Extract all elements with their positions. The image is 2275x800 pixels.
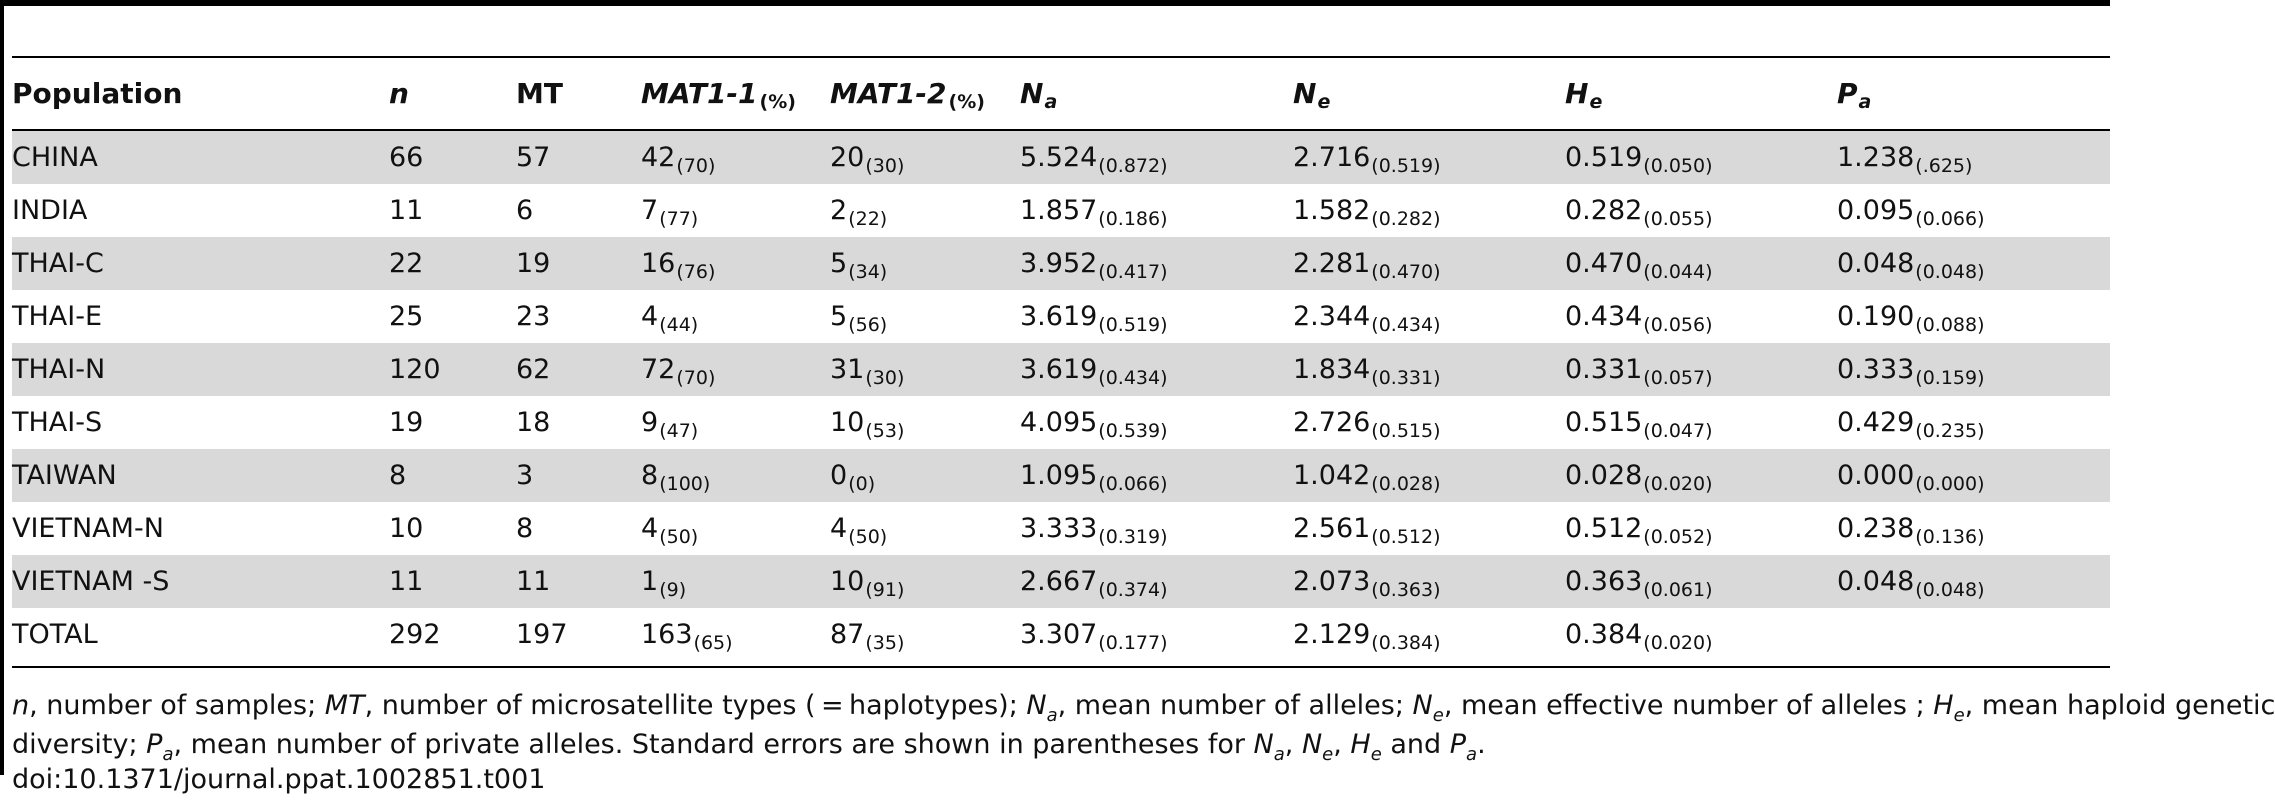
cell-mat1-1-parenthetical: (70) bbox=[676, 366, 716, 389]
cell-he-value: 0.470 bbox=[1565, 248, 1643, 279]
cell-population bbox=[12, 396, 102, 449]
cell-pa bbox=[1837, 237, 1985, 290]
cell-population bbox=[12, 290, 102, 343]
cell-na-value: 3.619 bbox=[1020, 301, 1098, 332]
header-mat1-2: MAT1-2 (%) bbox=[830, 77, 985, 113]
footnote-pa: P bbox=[146, 729, 163, 760]
cell-mat1-1 bbox=[641, 502, 698, 555]
cell-mat1-1-value: 16 bbox=[641, 248, 676, 279]
cell-n-value: 11 bbox=[389, 566, 424, 597]
footnote-he: H bbox=[1933, 690, 1954, 721]
table-row bbox=[12, 502, 2110, 555]
cell-ne bbox=[1293, 343, 1441, 396]
cell-pa-parenthetical: (0.088) bbox=[1915, 313, 1985, 336]
cell-na bbox=[1020, 502, 1168, 555]
cell-he-value: 0.512 bbox=[1565, 513, 1643, 544]
footnote-sub: e bbox=[1432, 705, 1444, 726]
cell-population bbox=[12, 343, 105, 396]
cell-pa-parenthetical: (0.066) bbox=[1915, 207, 1985, 230]
cell-ne-parenthetical: (0.282) bbox=[1371, 207, 1441, 230]
cell-mt bbox=[516, 131, 550, 184]
cell-mt-value: 19 bbox=[516, 248, 551, 279]
cell-na bbox=[1020, 131, 1168, 184]
cell-mat1-1-value: 4 bbox=[641, 301, 659, 332]
cell-population-value: VIETNAM -S bbox=[12, 566, 170, 597]
cell-he bbox=[1565, 396, 1713, 449]
cell-mt bbox=[516, 608, 568, 661]
cell-n-value: 66 bbox=[389, 142, 424, 173]
cell-he-value: 0.363 bbox=[1565, 566, 1643, 597]
cell-ne bbox=[1293, 608, 1441, 661]
cell-he bbox=[1565, 502, 1713, 555]
cell-n bbox=[389, 608, 441, 661]
cell-na-parenthetical: (0.519) bbox=[1098, 313, 1168, 336]
cell-mat1-2 bbox=[830, 396, 904, 449]
cell-population bbox=[12, 502, 164, 555]
cell-mat1-1-parenthetical: (9) bbox=[659, 578, 687, 601]
cell-mat1-2 bbox=[830, 290, 887, 343]
cell-mt bbox=[516, 502, 533, 555]
cell-na bbox=[1020, 290, 1168, 343]
cell-he-parenthetical: (0.052) bbox=[1643, 525, 1713, 548]
cell-he bbox=[1565, 608, 1713, 661]
cell-he bbox=[1565, 290, 1713, 343]
cell-na-value: 3.333 bbox=[1020, 513, 1098, 544]
footnote-text: , mean effective number of alleles ; bbox=[1443, 690, 1934, 721]
cell-he-value: 0.028 bbox=[1565, 460, 1643, 491]
cell-n bbox=[389, 131, 423, 184]
cell-ne bbox=[1293, 131, 1441, 184]
header-population: Population bbox=[12, 77, 183, 110]
cell-he bbox=[1565, 184, 1713, 237]
cell-n bbox=[389, 343, 441, 396]
cell-mat1-2 bbox=[830, 343, 904, 396]
cell-he-value: 0.384 bbox=[1565, 619, 1643, 650]
cell-mt-value: 57 bbox=[516, 142, 551, 173]
cell-pa-value: 1.238 bbox=[1837, 142, 1915, 173]
cell-mat1-1-parenthetical: (65) bbox=[693, 631, 733, 654]
cell-he-parenthetical: (0.057) bbox=[1643, 366, 1713, 389]
footnote-text: . bbox=[1477, 729, 1486, 760]
cell-na-value: 4.095 bbox=[1020, 407, 1098, 438]
cell-mat1-1 bbox=[641, 237, 715, 290]
cell-pa bbox=[1837, 131, 1972, 184]
cell-ne bbox=[1293, 396, 1441, 449]
cell-ne-parenthetical: (0.470) bbox=[1371, 260, 1441, 283]
cell-population-value: THAI-E bbox=[12, 301, 103, 332]
cell-ne-parenthetical: (0.519) bbox=[1371, 154, 1441, 177]
table-row bbox=[12, 131, 2110, 184]
table-header-row bbox=[12, 58, 2110, 129]
cell-na bbox=[1020, 184, 1168, 237]
header-n: n bbox=[389, 77, 409, 110]
cell-pa-parenthetical: (.625) bbox=[1915, 154, 1973, 177]
cell-population bbox=[12, 131, 98, 184]
cell-n-value: 22 bbox=[389, 248, 424, 279]
cell-mt bbox=[516, 449, 533, 502]
cell-mat1-1-value: 163 bbox=[641, 619, 693, 650]
cell-mat1-2-value: 87 bbox=[830, 619, 865, 650]
cell-population bbox=[12, 555, 169, 608]
cell-ne-parenthetical: (0.331) bbox=[1371, 366, 1441, 389]
cell-pa-value: 0.333 bbox=[1837, 354, 1915, 385]
cell-mat1-1 bbox=[641, 396, 698, 449]
cell-mat1-1-parenthetical: (47) bbox=[659, 419, 699, 442]
table-row bbox=[12, 290, 2110, 343]
cell-mat1-2-value: 10 bbox=[830, 566, 865, 597]
cell-mat1-2-value: 10 bbox=[830, 407, 865, 438]
header-na: N a bbox=[1020, 77, 1058, 113]
footnote-text: , mean haploid genetic bbox=[1964, 690, 2275, 721]
cell-mt bbox=[516, 237, 550, 290]
cell-mat1-1-parenthetical: (50) bbox=[659, 525, 699, 548]
cell-he-value: 0.434 bbox=[1565, 301, 1643, 332]
cell-na-parenthetical: (0.872) bbox=[1098, 154, 1168, 177]
cell-na bbox=[1020, 237, 1168, 290]
cell-pa-value: 0.048 bbox=[1837, 248, 1915, 279]
cell-pa-value: 0.095 bbox=[1837, 195, 1915, 226]
cell-ne-value: 2.129 bbox=[1293, 619, 1371, 650]
cell-mt-value: 18 bbox=[516, 407, 551, 438]
cell-mat1-1-value: 42 bbox=[641, 142, 676, 173]
cell-pa bbox=[1837, 343, 1985, 396]
cell-n-value: 10 bbox=[389, 513, 424, 544]
cell-mt bbox=[516, 396, 550, 449]
cell-mat1-2 bbox=[830, 184, 887, 237]
footnote-he: H bbox=[1350, 729, 1371, 760]
cell-mat1-1 bbox=[641, 449, 710, 502]
cell-ne-value: 2.281 bbox=[1293, 248, 1371, 279]
cell-mat1-2-value: 2 bbox=[830, 195, 848, 226]
cell-ne-value: 2.344 bbox=[1293, 301, 1371, 332]
cell-mat1-2-parenthetical: (50) bbox=[848, 525, 888, 548]
cell-n-value: 120 bbox=[389, 354, 441, 385]
cell-mat1-1-value: 7 bbox=[641, 195, 659, 226]
cell-mat1-2-parenthetical: (56) bbox=[848, 313, 888, 336]
cell-he-value: 0.331 bbox=[1565, 354, 1643, 385]
cell-ne-parenthetical: (0.028) bbox=[1371, 472, 1441, 495]
cell-mt-value: 62 bbox=[516, 354, 551, 385]
table-row bbox=[12, 184, 2110, 237]
cell-ne-value: 2.073 bbox=[1293, 566, 1371, 597]
cell-pa-parenthetical: (0.000) bbox=[1915, 472, 1985, 495]
cell-mat1-1-parenthetical: (70) bbox=[676, 154, 716, 177]
cell-he-parenthetical: (0.047) bbox=[1643, 419, 1713, 442]
cell-mat1-2 bbox=[830, 608, 904, 661]
cell-pa-parenthetical: (0.159) bbox=[1915, 366, 1985, 389]
cell-na-parenthetical: (0.066) bbox=[1098, 472, 1168, 495]
footnote-ne: N bbox=[1301, 729, 1323, 760]
footnote-text: , number of microsatellite types ( = haplotypes); bbox=[364, 690, 1027, 721]
cell-pa-value: 0.190 bbox=[1837, 301, 1915, 332]
cell-n bbox=[389, 449, 406, 502]
cell-mt bbox=[516, 555, 550, 608]
footnote-mt: MT bbox=[324, 690, 365, 721]
cell-mat1-2 bbox=[830, 502, 887, 555]
cell-mat1-2-value: 5 bbox=[830, 248, 848, 279]
footnote-text: , number of samples; bbox=[29, 690, 325, 721]
cell-ne-parenthetical: (0.384) bbox=[1371, 631, 1441, 654]
cell-he-parenthetical: (0.061) bbox=[1643, 578, 1713, 601]
cell-mat1-2-value: 31 bbox=[830, 354, 865, 385]
footnote-text: , mean number of alleles; bbox=[1057, 690, 1413, 721]
cell-na-parenthetical: (0.417) bbox=[1098, 260, 1168, 283]
cell-population-value: INDIA bbox=[12, 195, 88, 226]
left-border bbox=[0, 0, 4, 775]
cell-he-value: 0.519 bbox=[1565, 142, 1643, 173]
cell-mt-value: 8 bbox=[516, 513, 534, 544]
table-row bbox=[12, 396, 2110, 449]
cell-population-value: TAIWAN bbox=[12, 460, 117, 491]
cell-mt bbox=[516, 290, 550, 343]
cell-na-value: 1.857 bbox=[1020, 195, 1098, 226]
cell-mat1-1-parenthetical: (77) bbox=[659, 207, 699, 230]
cell-he-parenthetical: (0.055) bbox=[1643, 207, 1713, 230]
cell-na-parenthetical: (0.539) bbox=[1098, 419, 1168, 442]
cell-ne-value: 2.561 bbox=[1293, 513, 1371, 544]
cell-mat1-2-value: 0 bbox=[830, 460, 848, 491]
cell-mat1-1 bbox=[641, 608, 733, 661]
header-ne: N e bbox=[1293, 77, 1331, 113]
cell-mat1-1-parenthetical: (100) bbox=[659, 472, 711, 495]
cell-n-value: 25 bbox=[389, 301, 424, 332]
cell-pa bbox=[1837, 608, 1838, 661]
cell-na-value: 3.619 bbox=[1020, 354, 1098, 385]
footnote-text: , mean number of private alleles. Standard errors are shown in parentheses for bbox=[173, 729, 1254, 760]
cell-ne-parenthetical: (0.363) bbox=[1371, 578, 1441, 601]
cell-pa-parenthetical: (0.136) bbox=[1915, 525, 1985, 548]
cell-ne-parenthetical: (0.512) bbox=[1371, 525, 1441, 548]
cell-ne-parenthetical: (0.515) bbox=[1371, 419, 1441, 442]
cell-he bbox=[1565, 237, 1713, 290]
cell-na bbox=[1020, 396, 1168, 449]
cell-mat1-1 bbox=[641, 290, 698, 343]
table-row bbox=[12, 555, 2110, 608]
cell-na-parenthetical: (0.177) bbox=[1098, 631, 1168, 654]
table-row bbox=[12, 608, 2110, 661]
footnote-ne: N bbox=[1412, 690, 1433, 721]
cell-population-value: TOTAL bbox=[12, 619, 98, 650]
cell-mat1-1-parenthetical: (76) bbox=[676, 260, 716, 283]
footnote-n: n bbox=[12, 690, 30, 721]
table-bottom-rule bbox=[12, 666, 2110, 668]
cell-na bbox=[1020, 555, 1168, 608]
cell-na-value: 3.952 bbox=[1020, 248, 1098, 279]
footnote-na: N bbox=[1026, 690, 1047, 721]
header-mat1-1: MAT1-1 (%) bbox=[641, 77, 796, 113]
cell-n bbox=[389, 396, 423, 449]
footnote-text: , bbox=[1333, 729, 1351, 760]
cell-he bbox=[1565, 555, 1713, 608]
cell-mt bbox=[516, 184, 533, 237]
cell-population bbox=[12, 449, 117, 502]
cell-na bbox=[1020, 449, 1168, 502]
cell-n bbox=[389, 184, 423, 237]
cell-na-parenthetical: (0.434) bbox=[1098, 366, 1168, 389]
cell-mat1-1-parenthetical: (44) bbox=[659, 313, 699, 336]
cell-he-parenthetical: (0.044) bbox=[1643, 260, 1713, 283]
header-pa: P a bbox=[1837, 77, 1872, 113]
cell-na-value: 2.667 bbox=[1020, 566, 1098, 597]
cell-ne-value: 1.834 bbox=[1293, 354, 1371, 385]
cell-mat1-1 bbox=[641, 343, 715, 396]
cell-population-value: THAI-S bbox=[12, 407, 103, 438]
cell-pa bbox=[1837, 290, 1985, 343]
footnote-sub: a bbox=[1273, 744, 1285, 765]
cell-na-parenthetical: (0.319) bbox=[1098, 525, 1168, 548]
cell-mt-value: 11 bbox=[516, 566, 551, 597]
footnote-pa: P bbox=[1449, 729, 1467, 760]
cell-mt-value: 23 bbox=[516, 301, 551, 332]
cell-n-value: 19 bbox=[389, 407, 424, 438]
cell-mat1-2-parenthetical: (0) bbox=[848, 472, 876, 495]
cell-population-value: CHINA bbox=[12, 142, 98, 173]
cell-mt bbox=[516, 343, 550, 396]
cell-population-value: VIETNAM-N bbox=[12, 513, 164, 544]
footnote-sub: e bbox=[1370, 744, 1382, 765]
cell-he-parenthetical: (0.050) bbox=[1643, 154, 1713, 177]
cell-mat1-1-value: 9 bbox=[641, 407, 659, 438]
cell-mat1-2-parenthetical: (53) bbox=[865, 419, 905, 442]
footnote-sub: a bbox=[1466, 744, 1478, 765]
cell-ne-value: 2.726 bbox=[1293, 407, 1371, 438]
cell-mat1-2 bbox=[830, 449, 875, 502]
cell-mat1-1-value: 4 bbox=[641, 513, 659, 544]
cell-na bbox=[1020, 343, 1168, 396]
table-footnote bbox=[12, 688, 2275, 766]
cell-mat1-2-parenthetical: (34) bbox=[848, 260, 888, 283]
footnote-sub: e bbox=[1953, 705, 1965, 726]
cell-n-value: 292 bbox=[389, 619, 441, 650]
cell-mat1-2 bbox=[830, 237, 887, 290]
cell-ne bbox=[1293, 502, 1441, 555]
cell-mat1-2-parenthetical: (22) bbox=[848, 207, 888, 230]
footnote-sub: e bbox=[1322, 744, 1334, 765]
footnote-line-1 bbox=[12, 688, 2275, 727]
cell-he-parenthetical: (0.020) bbox=[1643, 631, 1713, 654]
table-row bbox=[12, 237, 2110, 290]
cell-mat1-2-parenthetical: (30) bbox=[865, 366, 905, 389]
cell-mat1-2 bbox=[830, 555, 904, 608]
cell-na bbox=[1020, 608, 1168, 661]
cell-ne-value: 2.716 bbox=[1293, 142, 1371, 173]
cell-pa-value: 0.238 bbox=[1837, 513, 1915, 544]
cell-n bbox=[389, 237, 423, 290]
cell-mat1-1 bbox=[641, 555, 686, 608]
cell-pa-value: 0.048 bbox=[1837, 566, 1915, 597]
cell-pa bbox=[1837, 396, 1985, 449]
footnote-text: , bbox=[1284, 729, 1302, 760]
cell-ne bbox=[1293, 290, 1441, 343]
cell-mat1-2-value: 20 bbox=[830, 142, 865, 173]
cell-ne-parenthetical: (0.434) bbox=[1371, 313, 1441, 336]
cell-n bbox=[389, 555, 423, 608]
cell-mat1-2-parenthetical: (30) bbox=[865, 154, 905, 177]
cell-mat1-1-value: 8 bbox=[641, 460, 659, 491]
cell-ne-value: 1.042 bbox=[1293, 460, 1371, 491]
cell-population bbox=[12, 184, 87, 237]
cell-he-value: 0.515 bbox=[1565, 407, 1643, 438]
footnote-line-2 bbox=[12, 727, 2110, 766]
table-row bbox=[12, 449, 2110, 502]
cell-ne bbox=[1293, 237, 1441, 290]
cell-pa bbox=[1837, 502, 1985, 555]
cell-n-value: 11 bbox=[389, 195, 424, 226]
cell-ne bbox=[1293, 449, 1441, 502]
footnote-na: N bbox=[1253, 729, 1274, 760]
cell-ne bbox=[1293, 555, 1441, 608]
cell-he bbox=[1565, 131, 1713, 184]
cell-na-value: 3.307 bbox=[1020, 619, 1098, 650]
cell-he bbox=[1565, 449, 1713, 502]
cell-ne-value: 1.582 bbox=[1293, 195, 1371, 226]
cell-he-parenthetical: (0.056) bbox=[1643, 313, 1713, 336]
cell-na-value: 1.095 bbox=[1020, 460, 1098, 491]
cell-population-value: THAI-N bbox=[12, 354, 106, 385]
footnote-text: diversity; bbox=[12, 729, 147, 760]
cell-ne bbox=[1293, 184, 1441, 237]
header-mt: MT bbox=[516, 77, 563, 110]
cell-pa bbox=[1837, 184, 1985, 237]
top-border bbox=[0, 0, 2110, 6]
doi-link[interactable]: doi:10.1371/journal.ppat.1002851.t001 bbox=[12, 764, 546, 795]
cell-pa bbox=[1837, 449, 1985, 502]
cell-mat1-1 bbox=[641, 184, 698, 237]
cell-na-parenthetical: (0.374) bbox=[1098, 578, 1168, 601]
cell-mat1-2-value: 5 bbox=[830, 301, 848, 332]
cell-na-parenthetical: (0.186) bbox=[1098, 207, 1168, 230]
cell-mt-value: 3 bbox=[516, 460, 534, 491]
cell-n bbox=[389, 502, 423, 555]
cell-population bbox=[12, 608, 98, 661]
cell-he bbox=[1565, 343, 1713, 396]
cell-mat1-2-parenthetical: (35) bbox=[865, 631, 905, 654]
cell-pa-value: 0.429 bbox=[1837, 407, 1915, 438]
cell-n-value: 8 bbox=[389, 460, 407, 491]
cell-pa-parenthetical: (0.048) bbox=[1915, 260, 1985, 283]
cell-mt-value: 6 bbox=[516, 195, 534, 226]
cell-mat1-2-parenthetical: (91) bbox=[865, 578, 905, 601]
cell-pa-parenthetical: (0.235) bbox=[1915, 419, 1985, 442]
cell-he-parenthetical: (0.020) bbox=[1643, 472, 1713, 495]
table-row bbox=[12, 343, 2110, 396]
cell-mt-value: 197 bbox=[516, 619, 568, 650]
cell-pa-parenthetical: (0.048) bbox=[1915, 578, 1985, 601]
header-he: H e bbox=[1565, 77, 1603, 113]
footnote-text: and bbox=[1381, 729, 1450, 760]
cell-pa bbox=[1837, 555, 1985, 608]
cell-mat1-2-value: 4 bbox=[830, 513, 848, 544]
cell-mat1-1-value: 72 bbox=[641, 354, 676, 385]
cell-population bbox=[12, 237, 104, 290]
cell-mat1-2 bbox=[830, 131, 904, 184]
cell-na-value: 5.524 bbox=[1020, 142, 1098, 173]
cell-mat1-1 bbox=[641, 131, 715, 184]
footnote-sub: a bbox=[1046, 705, 1058, 726]
cell-he-value: 0.282 bbox=[1565, 195, 1643, 226]
footnote-sub: a bbox=[162, 744, 174, 765]
cell-mat1-1-value: 1 bbox=[641, 566, 659, 597]
cell-pa-value: 0.000 bbox=[1837, 460, 1915, 491]
cell-population-value: THAI-C bbox=[12, 248, 104, 279]
cell-n bbox=[389, 290, 423, 343]
